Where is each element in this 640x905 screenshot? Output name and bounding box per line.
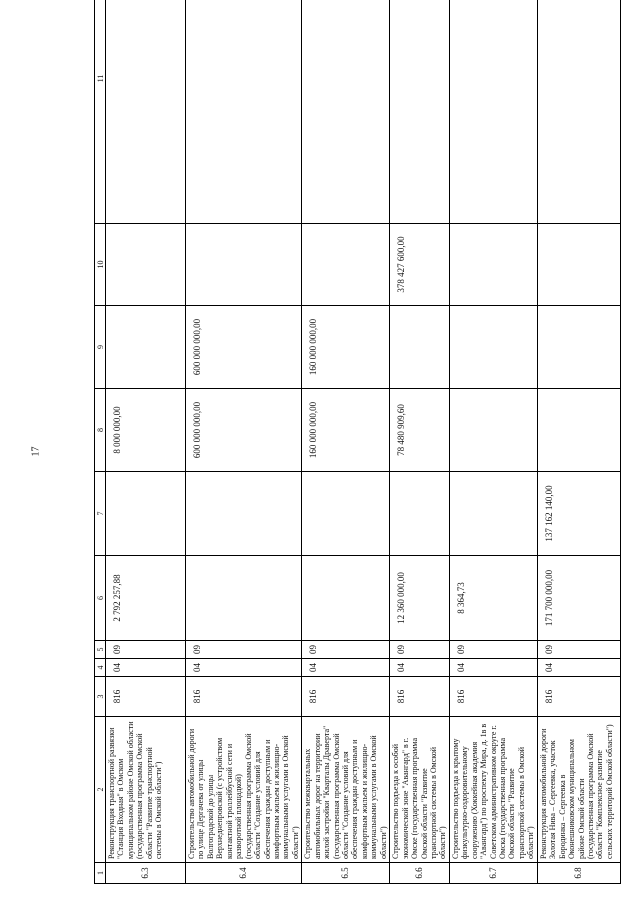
- amount-col8: 78 480 909,60: [390, 389, 450, 472]
- amount-col11: [302, 0, 390, 224]
- row-number: 6.4: [186, 863, 302, 884]
- code-col5: 09: [537, 641, 620, 659]
- amount-col7: [186, 472, 302, 556]
- header-cell: 3: [95, 677, 106, 717]
- amount-col11: [449, 0, 537, 224]
- amount-col11: [106, 0, 186, 224]
- amount-col6: 12 360 000,00: [390, 556, 450, 641]
- code-col5: 09: [449, 641, 537, 659]
- amount-col9: 160 000 000,00: [302, 306, 390, 389]
- amount-col10: 378 427 600,00: [390, 224, 450, 306]
- header-cell: 2: [95, 717, 106, 863]
- amount-col7: [106, 472, 186, 556]
- table-row: [390, 0, 450, 884]
- code-col3: 816: [106, 677, 186, 717]
- rotated-table-container: [94, 34, 614, 884]
- amount-col7: [302, 472, 390, 556]
- header-cell: 1: [95, 863, 106, 884]
- table-row: [106, 0, 186, 884]
- header-cell: 4: [95, 659, 106, 677]
- amount-col10: [186, 224, 302, 306]
- code-col5: 09: [186, 641, 302, 659]
- amount-col7: [390, 472, 450, 556]
- amount-col8: 160 000 000,00: [302, 389, 390, 472]
- header-cell: 6: [95, 556, 106, 641]
- header-cell: 5: [95, 641, 106, 659]
- amount-col9: 600 000 000,00: [186, 306, 302, 389]
- amount-col6: 2 792 257,88: [106, 556, 186, 641]
- code-col3: 816: [449, 677, 537, 717]
- object-name: Строительство подъезда к крытому физкультурно-оздоровительному сооружению (Хоккейная академия "Авангард") по проспекту Мира, д. 1в в Советском административном округе г. Омска (государственная программа Омской области "Развитие транспортной системы в Омской области"): [449, 717, 537, 863]
- amount-col8: 600 000 000,00: [186, 389, 302, 472]
- object-name: Строительство автомобильной дороги по улице Дергачева от улицы Волгоградской до улицы Верхнеднепровской (с устройством контактной троллейбусной сети и разворотной площадкой) (государственная программа Омской области "Создание условий для обеспечения граждан доступным и комфортным жильем и жилищно-коммунальными услугами в Омской области"): [186, 717, 302, 863]
- table-row: [302, 0, 390, 884]
- amount-col6: 171 700 000,00: [537, 556, 620, 641]
- row-number: 6.6: [390, 863, 450, 884]
- code-col4: 04: [186, 659, 302, 677]
- row-number: 6.8: [537, 863, 620, 884]
- amount-col10: [302, 224, 390, 306]
- object-name: Строительство подъезда к особой экономической зоне "Авангард" в г. Омске (государственная программа Омской области "Развитие транспортной системы в Омской области"): [390, 717, 450, 863]
- amount-col6: 8 364,73: [449, 556, 537, 641]
- object-name: Строительство межквартальных автомобильных дорог на территории жилой застройки "Кварталы Драверта" (государственная программа Омской области "Создание условий для обеспечения граждан доступным и комфортным жильем и жилищно-коммунальными услугами в Омской области"): [302, 717, 390, 863]
- amount-col7: [449, 472, 537, 556]
- amount-col9: [106, 306, 186, 389]
- header-cell: 11: [95, 0, 106, 224]
- table-row: [537, 0, 620, 884]
- code-col4: 04: [537, 659, 620, 677]
- code-col4: 04: [106, 659, 186, 677]
- code-col3: 816: [302, 677, 390, 717]
- amount-col6: [302, 556, 390, 641]
- code-col5: 09: [302, 641, 390, 659]
- amount-col8: 8 000 000,00: [106, 389, 186, 472]
- code-col4: 04: [390, 659, 450, 677]
- table-row: [186, 0, 302, 884]
- amount-col11: [537, 0, 620, 224]
- amount-col10: [537, 224, 620, 306]
- row-number: 6.3: [106, 863, 186, 884]
- code-col3: 816: [537, 677, 620, 717]
- amount-col6: [186, 556, 302, 641]
- amount-col11: [186, 0, 302, 224]
- amount-col8: [449, 389, 537, 472]
- header-cell: 8: [95, 389, 106, 472]
- amount-col9: [449, 306, 537, 389]
- amount-col10: [449, 224, 537, 306]
- header-cell: 9: [95, 306, 106, 389]
- code-col3: 816: [390, 677, 450, 717]
- row-number: 6.7: [449, 863, 537, 884]
- amount-col9: [390, 306, 450, 389]
- amount-col8: [537, 389, 620, 472]
- object-name: Реконструкция транспортной развязки "Станция Входная" в Омском муниципальном районе Омской области (государственная программа Омской области "Развитие транспортной системы в Омской области"): [106, 717, 186, 863]
- code-col4: 04: [449, 659, 537, 677]
- amount-col11: [390, 0, 450, 224]
- table-row: [449, 0, 537, 884]
- amount-col10: [106, 224, 186, 306]
- object-name: Реконструкция автомобильной дороги Золотая Нива – Сергеевка, участок Бородинка – Сергеевка в Оконешниковском муниципальном районе Омской области (государственная программа Омской области "Комплексное развитие сельских территорий Омской области"): [537, 717, 620, 863]
- header-cell: 10: [95, 224, 106, 306]
- header-row: [95, 0, 106, 884]
- code-col3: 816: [186, 677, 302, 717]
- amount-col9: [537, 306, 620, 389]
- budget-table: [94, 0, 621, 884]
- row-number: 6.5: [302, 863, 390, 884]
- code-col5: 09: [106, 641, 186, 659]
- header-cell: 7: [95, 472, 106, 556]
- amount-col7: 137 162 140,00: [537, 472, 620, 556]
- page-number: 17: [30, 446, 42, 457]
- code-col5: 09: [390, 641, 450, 659]
- code-col4: 04: [302, 659, 390, 677]
